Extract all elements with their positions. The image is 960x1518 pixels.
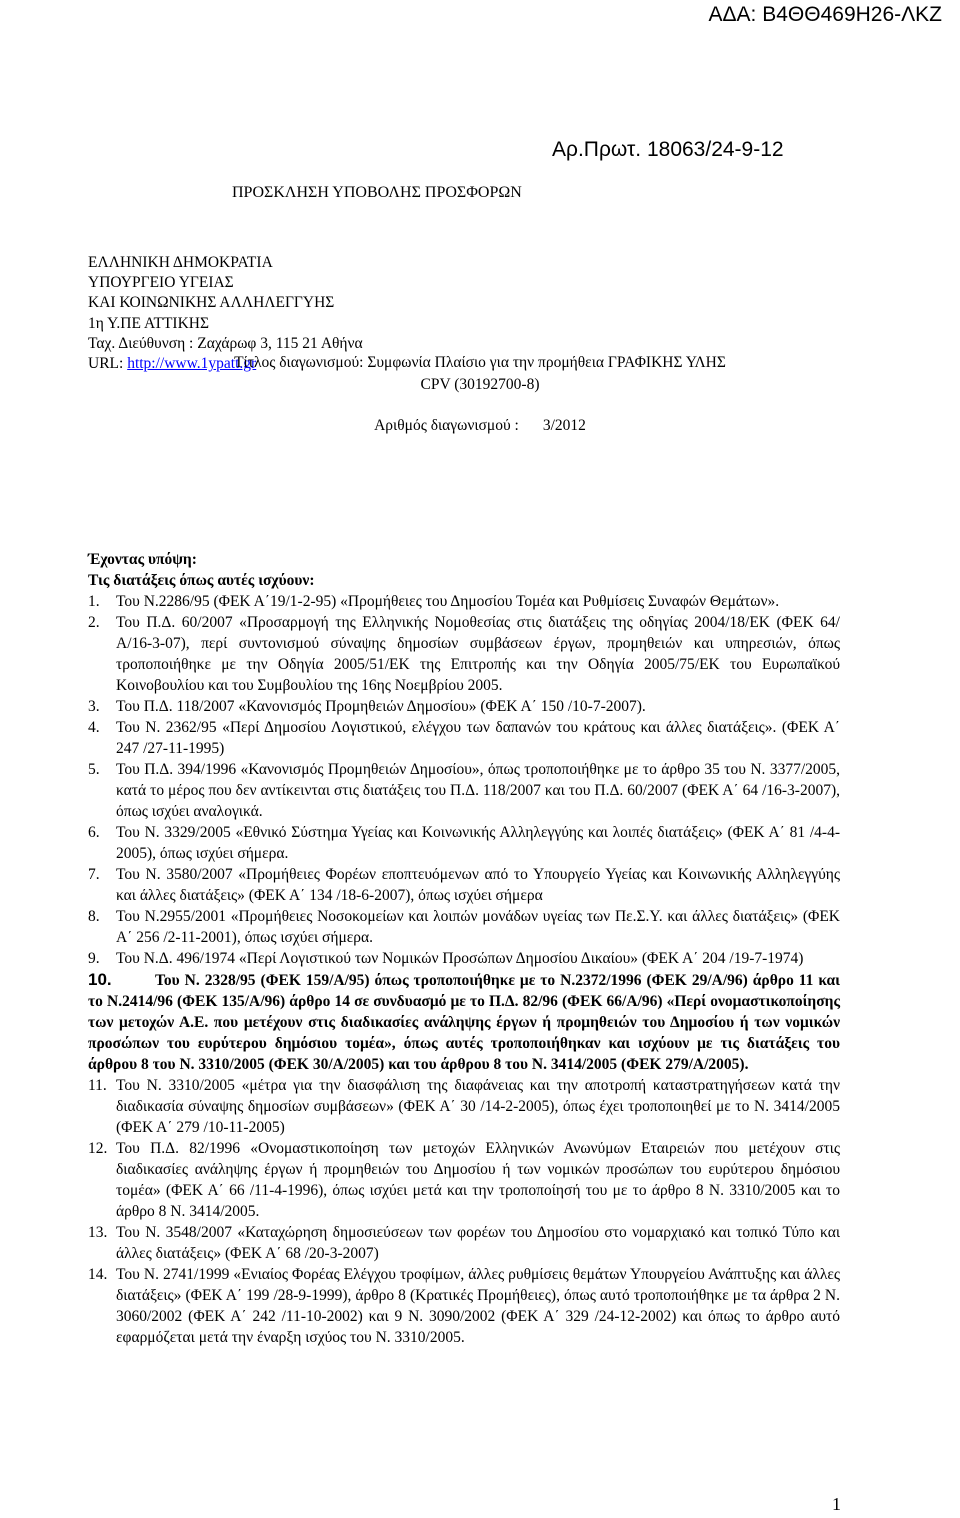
sender-line: ΚΑΙ ΚΟΙΝΩΝΙΚΗΣ ΑΛΛΗΛΕΓΓΥΗΣ	[88, 294, 335, 312]
intro-block	[88, 549, 315, 591]
list-item	[88, 822, 840, 864]
page-number: 1	[832, 1494, 841, 1514]
item-text: Του Ν. 3548/2007 «Καταχώρηση δημοσιεύσεων των φορέων του Δημοσίου στο νομαρχιακό και τοπικό Τύπο και άλλες διατάξεις» (ΦΕΚ Α΄ 68 /20-3-2007)	[116, 1224, 840, 1262]
list-item	[88, 948, 840, 969]
list-item	[88, 1222, 840, 1264]
item-text: Του Ν.Δ. 496/1974 «Περί Λογιστικού των Νομικών Προσώπων Δημοσίου Δικαίου» (ΦΕΚ Α΄ 204 /19-7-1974)	[116, 950, 804, 967]
sender-line: 1η Υ.ΠΕ ΑΤΤΙΚΗΣ	[88, 314, 209, 332]
item-number: 6.	[88, 824, 100, 841]
item-number: 5.	[88, 761, 100, 778]
item-text: Του Π.Δ. 394/1996 «Κανονισμός Προμηθειών Δημοσίου», όπως τροποποιήθηκε με το άρθρο 35 του Ν. 3377/2005, κατά το μέρος που δεν αντίκεινται στις διατάξεις του Π.Δ. 118/2007 και του Π.Δ. 60/2007 (ΦΕΚ Α΄ 64 /16-3-2007), όπως ισχύει αναλογικά.	[116, 761, 840, 820]
ada-code: ΑΔΑ: Β4ΘΘ469Η26-ΛΚΖ	[708, 3, 942, 26]
item-text: Του Π.Δ. 82/1996 «Ονομαστικοποίηση των μετοχών Ελληνικών Ανωνύμων Εταιρειών που μετέχουν στις διαδικασίες ανάληψης έργων ή προμηθειών του Δημοσίου ή των νομικών προσώπων του ευρύτερου δημόσιου τομέα» (ΦΕΚ Α΄ 66 /11-4-1996), όπως ισχύει μετά και την τροποποίησή του με το άρθρο 8 Ν. 3310/2005 και το άρθρο 8 Ν. 3414/2005.	[116, 1140, 840, 1220]
item-number: 13.	[88, 1224, 108, 1241]
list-item	[88, 864, 840, 906]
invitation-title: ΠΡΟΣΚΛΗΣΗ ΥΠΟΒΟΛΗΣ ΠΡΟΣΦΟΡΩΝ	[232, 184, 522, 201]
list-item	[88, 612, 840, 696]
item-number: 8.	[88, 908, 100, 925]
list-item	[88, 759, 840, 822]
item-text: Του Π.Δ. 118/2007 «Κανονισμός Προμηθειών Δημοσίου» (ΦΕΚ Α΄ 150 /10-7-2007).	[116, 698, 646, 715]
item-number: 10.	[88, 970, 112, 989]
item-number: 9.	[88, 950, 100, 967]
url-label: URL:	[88, 355, 128, 373]
tender-number-label: Αριθμός διαγωνισμού :	[374, 417, 519, 434]
item-text: Του Ν.2286/95 (ΦΕΚ Α΄19/1-2-95) «Προμήθειες του Δημοσίου Τομέα και Ρυθμίσεις Συναφών Θεμάτων».	[116, 593, 780, 610]
list-item	[88, 696, 840, 717]
website-link[interactable]: http://www.1ypatt.gr	[127, 355, 257, 373]
item-text: Του Ν. 3580/2007 «Προμήθειες Φορέων εποπτευόμενων από το Υπουργείο Υγείας και Κοινωνικής Αλληλεγγύης και άλλες διατάξεις» (ΦΕΚ Α΄ 134 /18-6-2007), όπως ισχύει σήμερα	[116, 866, 840, 904]
item-text: Του Ν. 3310/2005 «μέτρα για την διασφάλιση της διαφάνειας και την αποτροπή καταστρατηγήσεων κατά την διαδικασία σύναψης δημοσίων συμβάσεων» (ΦΕΚ Α΄ 30 /14-2-2005), όπως έχει τροποποιηθεί με το Ν. 3414/2005 (ΦΕΚ Α΄ 279 /10-11-2005)	[116, 1077, 840, 1136]
item-text: Του Ν. 2741/1999 «Ενιαίος Φορέας Ελέγχου τροφίμων, άλλες ρυθμίσεις θεμάτων Υπουργείου Ανάπτυξης και άλλες διατάξεις» (ΦΕΚ Α΄ 199 /28-9-1999), άρθρο 8 (Κρατικές Προμήθειες), όπως αυτό τροποποιήθηκε με τα άρθρα 2 Ν. 3060/2002 (ΦΕΚ Α΄ 242 /11-10-2002) και 9 Ν. 3090/2002 (ΦΕΚ Α΄ 329 /24-12-2002) και όπως το άρθρο αυτό εφαρμόζεται μετά την έναρξη ισχύος του Ν. 3310/2005.	[116, 1266, 840, 1346]
tender-number: 3/2012	[542, 417, 586, 434]
item-text: Του Π.Δ. 60/2007 «Προσαρμογή της Ελληνικής Νομοθεσίας στις διατάξεις της οδηγίας 2004/18/ΕΚ (ΦΕΚ 64/Α/16-3-07), περί συντονισμού σύναψης δημοσίων συμβάσεων έργων, προμηθειών και υπηρεσιών, όπως τροποποιήθηκε με την Οδηγία 2005/51/ΕΚ της Επιτροπής και την Οδηγία 2005/75/ΕΚ του Ευρωπαϊκού Κοινοβουλίου και του Συμβουλίου της 16ης Νοεμβρίου 2005.	[116, 614, 840, 694]
list-item	[88, 1264, 840, 1348]
list-item	[88, 1075, 840, 1138]
list-item	[88, 969, 840, 1075]
item-number: 4.	[88, 719, 100, 736]
tender-number-line	[0, 415, 960, 436]
item-text: Του Ν. 2362/95 «Περί Δημοσίου Λογιστικού, ελέγχου των δαπανών του κράτους και άλλες διατάξεις». (ΦΕΚ Α΄ 247 /27-11-1995)	[116, 719, 840, 757]
legal-references-list	[88, 591, 840, 1348]
list-item	[88, 906, 840, 948]
list-item	[88, 1138, 840, 1222]
item-number: 14.	[88, 1266, 108, 1283]
tender-title: Τίτλος διαγωνισμού: Συμφωνία Πλαίσιο για την προμήθεια ΓΡΑΦΙΚΗΣ ΥΛΗΣ	[234, 354, 726, 371]
sender-line: ΥΠΟΥΡΓΕΙΟ ΥΓΕΙΑΣ	[88, 274, 234, 292]
tender-cpv: CPV (30192700-8)	[420, 376, 540, 393]
intro-subheading: Τις διατάξεις όπως αυτές ισχύουν:	[88, 572, 315, 589]
item-number: 12.	[88, 1140, 108, 1157]
protocol-number: Αρ.Πρωτ. 18063/24-9-12	[552, 138, 784, 161]
item-number: 2.	[88, 614, 100, 631]
item-number: 11.	[88, 1077, 107, 1094]
item-number: 1.	[88, 593, 100, 610]
item-number: 3.	[88, 698, 100, 715]
sender-line: ΕΛΛΗΝΙΚΗ ΔΗΜΟΚΡΑΤΙΑ	[88, 254, 273, 271]
intro-heading: Έχοντας υπόψη:	[88, 551, 197, 568]
list-item	[88, 591, 840, 612]
item-text: Του Ν.2955/2001 «Προμήθειες Νοσοκομείων και λοιπών μονάδων υγείας των Πε.Σ.Υ. και άλλες διατάξεις» (ΦΕΚ Α΄ 256 /2-11-2001), όπως ισχύει σήμερα.	[116, 908, 840, 946]
item-number: 7.	[88, 866, 100, 883]
list-item	[88, 717, 840, 759]
sender-address: Ταχ. Διεύθυνση : Ζαχάρωφ 3, 115 21 Αθήνα	[88, 334, 363, 352]
item-text: Του Ν. 2328/95 (ΦΕΚ 159/Α/95) όπως τροποποιήθηκε με το Ν.2372/1996 (ΦΕΚ 29/Α/96) άρθρο 11 και το Ν.2414/96 (ΦΕΚ 135/Α/96) άρθρο 14 σε συνδυασμό με το Π.Δ. 82/96 (ΦΕΚ 66/Α/96) «Περί ονομαστικοποίησης των μετοχών Α.Ε. που μετέχουν στις διαδικασίες ανάληψης έργων ή προμηθειών του Δημοσίου ή των νομικών προσώπων του ευρύτερου δημόσιου τομέα», όπως αυτές τροποποιήθηκαν και ισχύουν με τις διατάξεις του άρθρου 8 του Ν. 3310/2005 (ΦΕΚ 30/Α/2005) και του άρθρου 8 του Ν. 3414/2005 (ΦΕΚ 279/Α/2005).	[88, 972, 840, 1073]
item-text: Του Ν. 3329/2005 «Εθνικό Σύστημα Υγείας και Κοινωνικής Αλληλεγγύης και λοιπές διατάξεις» (ΦΕΚ Α΄ 81 /4-4-2005), όπως ισχύει σήμερα.	[116, 824, 840, 862]
